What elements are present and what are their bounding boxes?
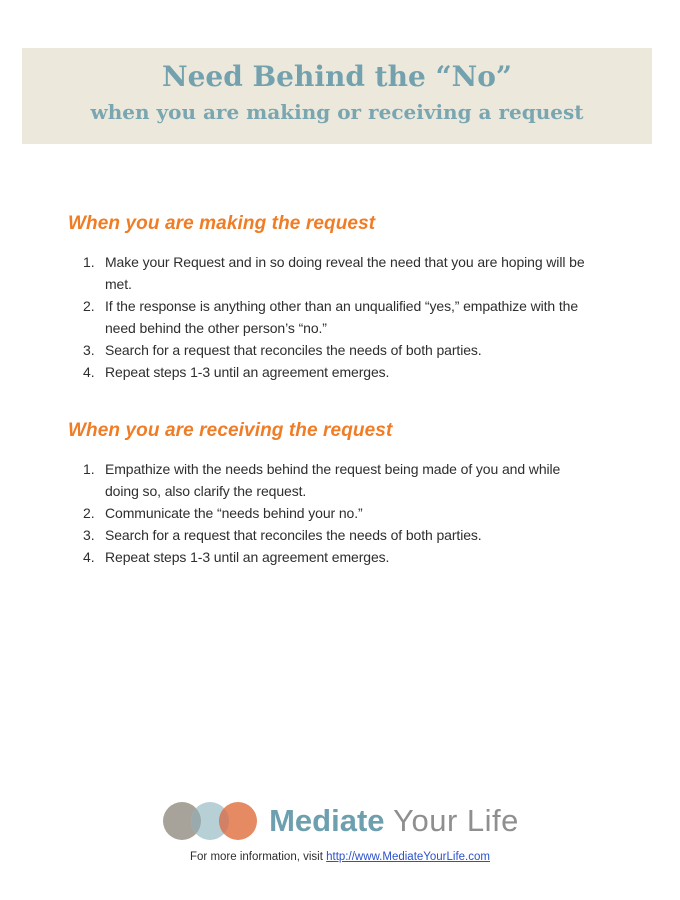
header-banner [22, 48, 652, 144]
list-item: Search for a request that reconciles the needs of both parties. [105, 527, 482, 543]
steps-list-making [68, 251, 596, 383]
list-item: Search for a request that reconciles the needs of both parties. [105, 342, 482, 358]
list-item: Repeat steps 1-3 until an agreement emerges. [105, 549, 390, 565]
footer-info [0, 851, 680, 863]
steps-list-receiving [68, 458, 596, 568]
list-item: Empathize with the needs behind the request being made of you and while doing so, also clarify the request. [105, 461, 561, 499]
logo-circles-icon [161, 799, 259, 843]
list-item: If the response is anything other than an unqualified “yes,” empathize with the need behind the other person’s “no.” [105, 298, 579, 336]
section-receiving-request [68, 420, 596, 568]
section-heading-making: When you are making the request [68, 213, 376, 234]
list-item: Repeat steps 1-3 until an agreement emerges. [105, 364, 390, 380]
section-making-request [68, 213, 596, 383]
logo-text-your-life: Your Life [393, 803, 519, 838]
page-subtitle: when you are making or receiving a request [90, 100, 584, 124]
list-item: Make your Request and in so doing reveal the need that you are hoping will be met. [105, 254, 585, 292]
logo-wordmark [269, 803, 519, 839]
logo-text-mediate: Mediate [269, 803, 385, 838]
section-heading-receiving: When you are receiving the request [68, 420, 393, 441]
page-title: Need Behind the “No” [161, 60, 513, 93]
footer-info-text: For more information, visit [190, 851, 327, 863]
logo [0, 799, 680, 843]
footer-link[interactable]: http://www.MediateYourLife.com [326, 851, 490, 863]
list-item: Communicate the “needs behind your no.” [105, 505, 363, 521]
